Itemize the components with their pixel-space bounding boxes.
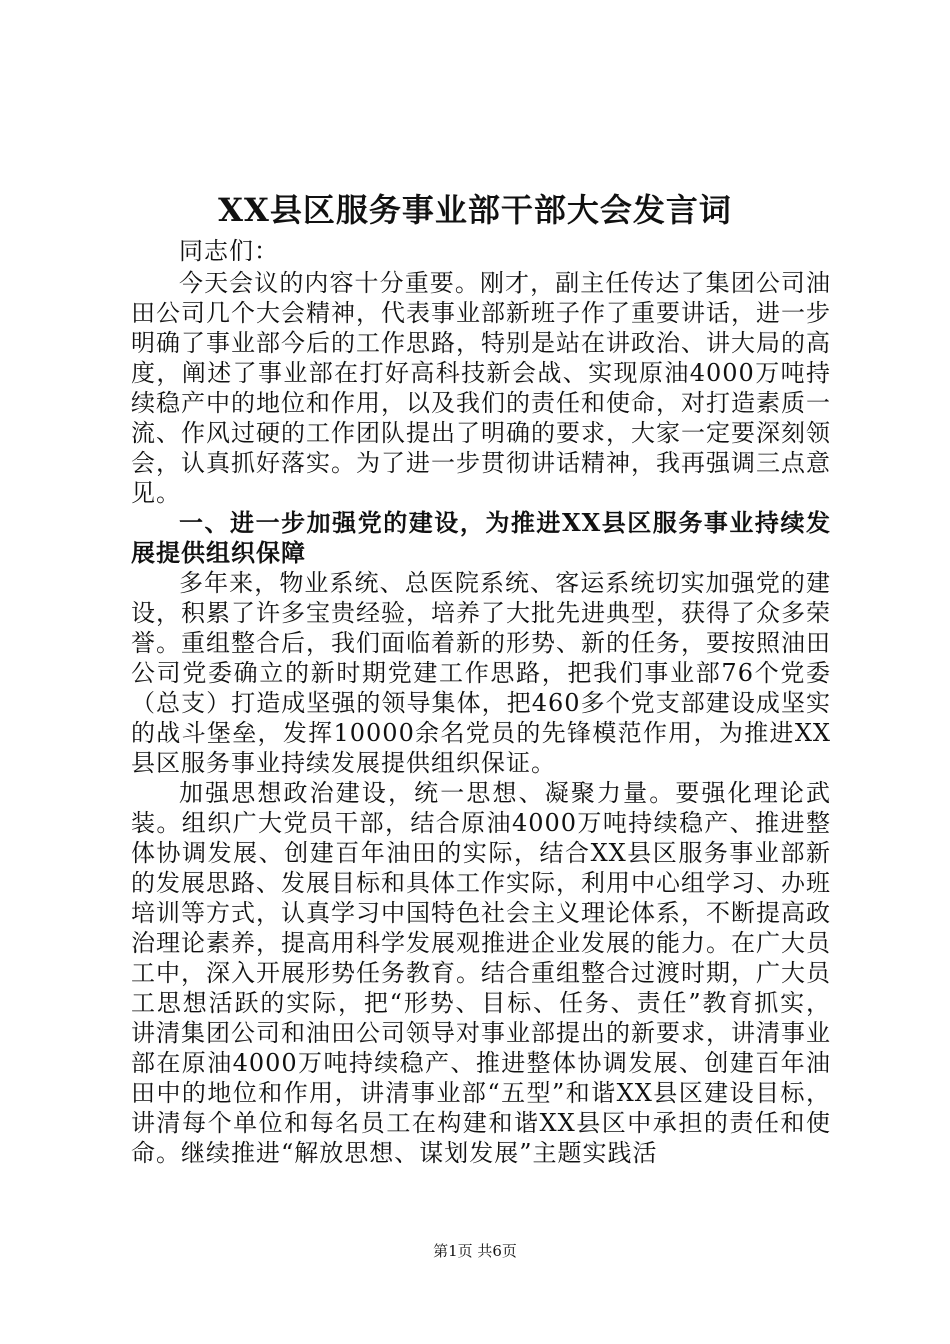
document-body xyxy=(131,236,831,1168)
page-number-footer: 第1页 共6页 xyxy=(433,1242,517,1260)
body-paragraph: 加强思想政治建设，统一思想、凝聚力量。要强化理论武装。组织广大党员干部，结合原油4000万吨持续稳产、推进整体协调发展、创建百年油田的实际，结合XX县区服务事业部新的发展思路、发展目标和具体工作实际，利用中心组学习、办班培训等方式，认真学习中国特色社会主义理论体系，不断提高政治理论素养，提高用科学发展观推进企业发展的能力。在广大员工中，深入开展形势任务教育。结合重组整合过渡时期，广大员工思想活跃的实际，把“形势、目标、任务、责任”教育抓实，讲清集团公司和油田公司领导对事业部提出的新要求，讲清事业部在原油4000万吨持续稳产、推进整体协调发展、创建百年油田中的地位和作用，讲清事业部“五型”和谐XX县区建设目标，讲清每个单位和每名员工在构建和谐XX县区中承担的责任和使命。继续推进“解放思想、谋划发展”主题实践活 xyxy=(131,779,831,1167)
intro-paragraph: 今天会议的内容十分重要。刚才，副主任传达了集团公司油田公司几个大会精神，代表事业部新班子作了重要讲话，进一步明确了事业部今后的工作思路，特别是站在讲政治、讲大局的高度，阐述了事业部在打好高科技新会战、实现原油4000万吨持续稳产中的地位和作用，以及我们的责任和使命，对打造素质一流、作风过硬的工作团队提出了明确的要求，大家一定要深刻领会，认真抓好落实。为了进一步贯彻讲话精神，我再强调三点意见。 xyxy=(131,269,831,507)
greeting-paragraph: 同志们： xyxy=(179,237,279,265)
section-heading: 一、进一步加强党的建设，为推进XX县区服务事业持续发展提供组织保障 xyxy=(131,508,831,567)
body-paragraph: 多年来，物业系统、总医院系统、客运系统切实加强党的建设，积累了许多宝贵经验，培养了大批先进典型，获得了众多荣誉。重组整合后，我们面临着新的形势、新的任务，要按照油田公司党委确立的新时期党建工作思路，把我们事业部76个党委（总支）打造成坚强的领导集体，把460多个党支部建设成坚实的战斗堡垒，发挥10000余名党员的先锋模范作用，为推进XX县区服务事业持续发展提供组织保证。 xyxy=(131,569,831,777)
page-title: XX县区服务事业部干部大会发言词 xyxy=(218,191,732,229)
